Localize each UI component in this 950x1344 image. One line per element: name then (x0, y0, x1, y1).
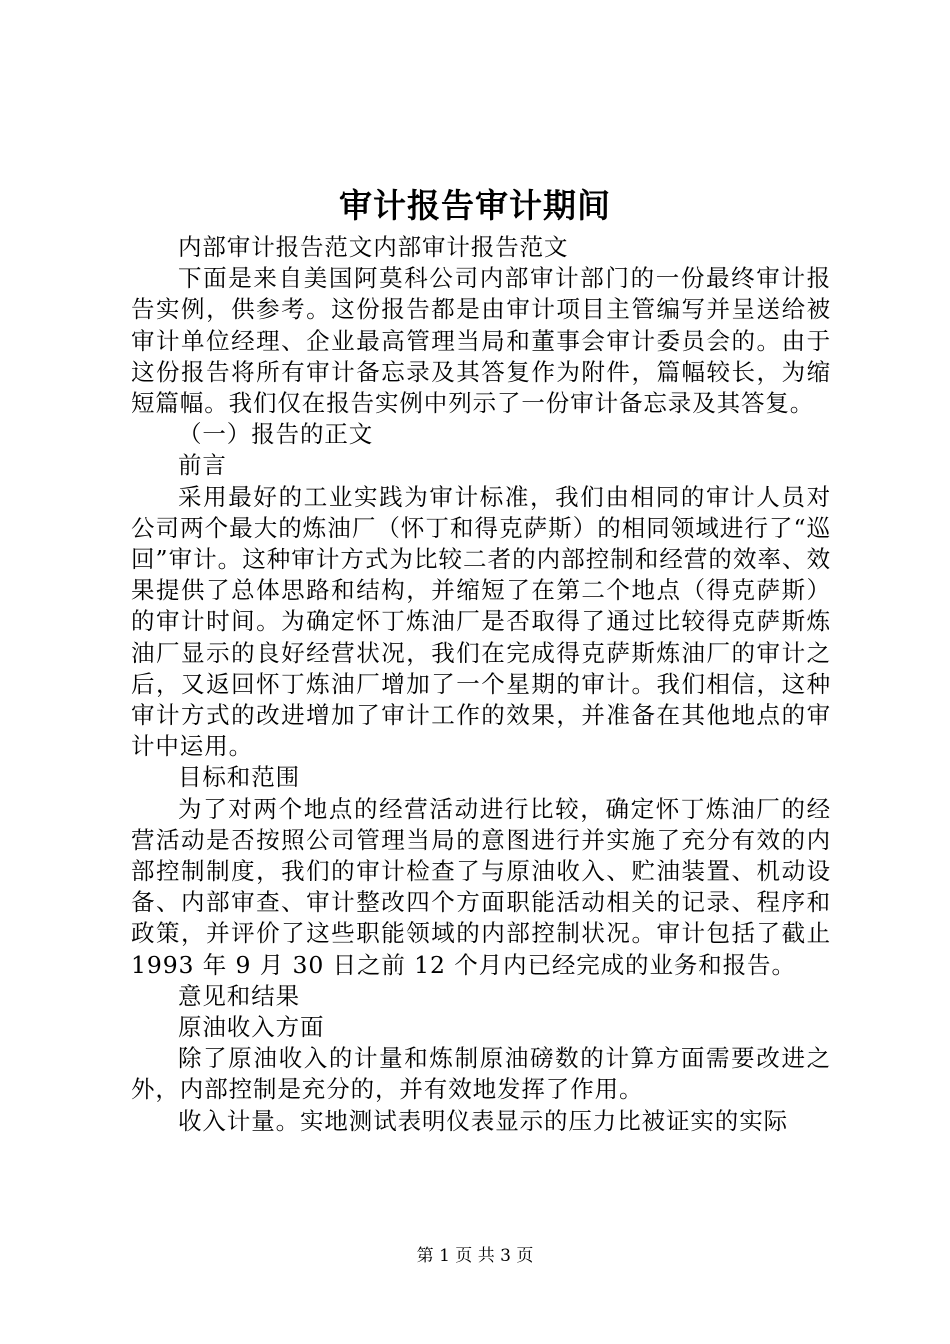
paragraph-receipt-metering: 收入计量。实地测试表明仪表显示的压力比被证实的实际 (178, 1106, 788, 1135)
section-heading-findings: 意见和结果 (178, 981, 300, 1010)
paragraph-crude-receipts: 除了原油收入的计量和炼制原油磅数的计算方面需要改进之外，内部控制是充分的，并有效地发挥了作用。 (131, 1044, 831, 1104)
page-footer: 第 1 页 共 3 页 (416, 1246, 534, 1266)
paragraph-preface: 采用最好的工业实践为审计标准，我们由相同的审计人员对公司两个最大的炼油厂（怀丁和得克萨斯）的相同领域进行了“巡回”审计。这种审计方式为比较二者的内部控制和经营的效率、效果提供了总体思路和结构，并缩短了在第二个地点（得克萨斯）的审计时间。为确定怀丁炼油厂是否取得了通过比较得克萨斯炼油厂显示的良好经营状况，我们在完成得克萨斯炼油厂的审计之后，又返回怀丁炼油厂增加了一个星期的审计。我们相信，这种审计方式的改进增加了审计工作的效果，并准备在其他地点的审计中运用。 (131, 482, 831, 761)
section-heading-preface: 前言 (178, 451, 227, 480)
paragraph-objectives: 为了对两个地点的经营活动进行比较，确定怀丁炼油厂的经营活动是否按照公司管理当局的意图进行并实施了充分有效的内部控制制度，我们的审计检查了与原油收入、贮油装置、机动设备、内部审查、审计整改四个方面职能活动相关的记录、程序和政策，并评价了这些职能领域的内部控制状况。审计包括了截止 1993 年 9 月 30 日之前 12 个月内已经完成的业务和报告。 (131, 794, 831, 979)
section-heading-crude-receipts: 原油收入方面 (178, 1013, 325, 1042)
document-body (131, 232, 831, 1137)
section-heading-report-body: （一）报告的正文 (178, 420, 374, 449)
paragraph-intro-heading: 内部审计报告范文内部审计报告范文 (178, 233, 569, 261)
section-heading-objectives: 目标和范围 (178, 763, 300, 792)
document-title: 审计报告审计期间 (339, 186, 611, 225)
paragraph-intro: 下面是来自美国阿莫科公司内部审计部门的一份最终审计报告实例，供参考。这份报告都是由审计项目主管编写并呈送给被审计单位经理、企业最高管理当局和董事会审计委员会的。由于这份报告将所有审计备忘录及其答复作为附件，篇幅较长，为缩短篇幅。我们仅在报告实例中列示了一份审计备忘录及其答复。 (131, 264, 831, 418)
